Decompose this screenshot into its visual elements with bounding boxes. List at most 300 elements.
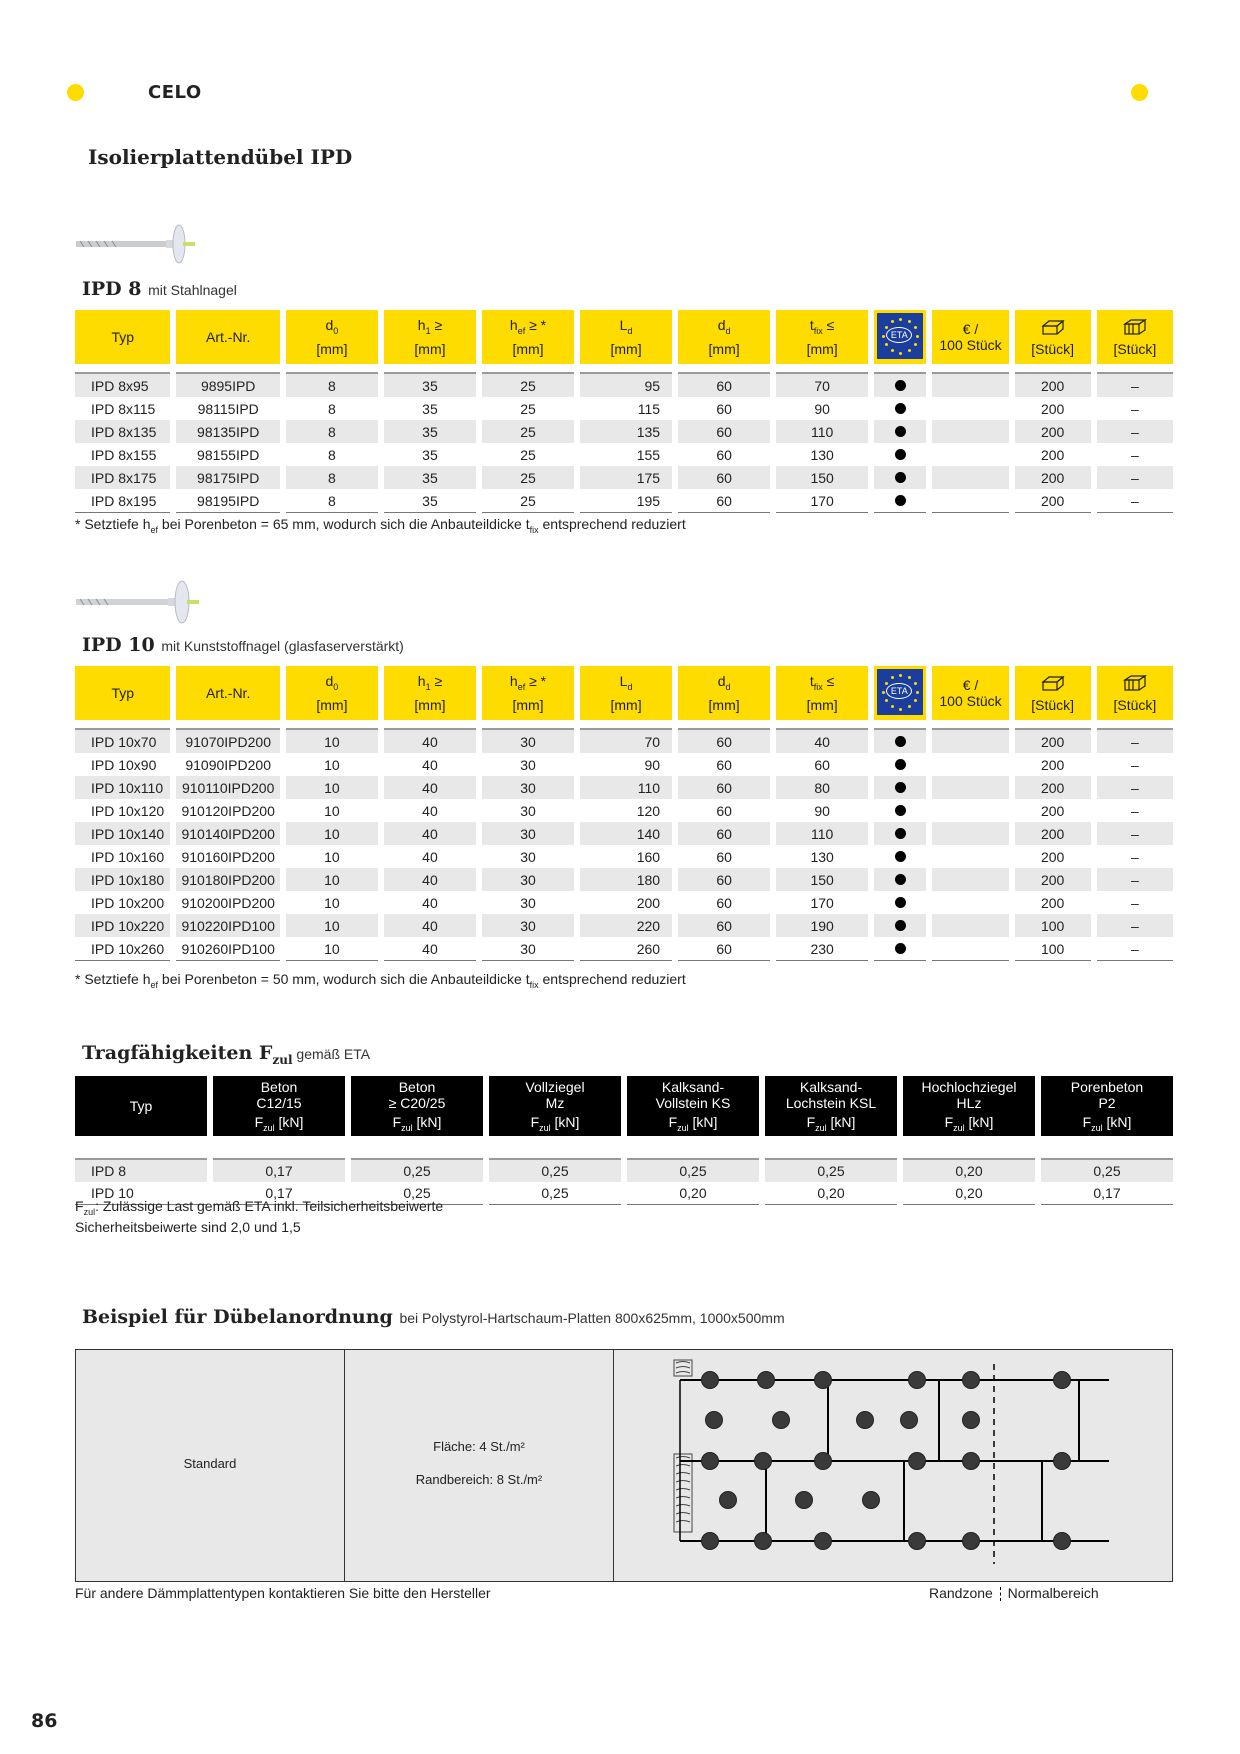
separator-cell — [776, 720, 868, 730]
table-cell: 10 — [286, 914, 378, 937]
table-cell: IPD 8x195 — [75, 489, 170, 513]
table-cell: 200 — [1015, 730, 1091, 753]
table-cell: 0,25 — [765, 1160, 897, 1182]
table-cell: 170 — [810, 894, 834, 911]
loads-title-suffix: gemäß ETA — [292, 1046, 371, 1062]
unit: [mm] — [610, 697, 642, 714]
price-label: € / — [962, 321, 979, 337]
carton-icon — [1123, 674, 1147, 692]
unit-sub — [677, 1123, 689, 1133]
col-symbol — [580, 317, 672, 336]
eta-mark-cell — [874, 397, 926, 420]
table-cell: 60 — [678, 776, 770, 799]
table-cell: 40 — [384, 822, 476, 845]
table-cell: IPD 10 — [75, 1182, 207, 1205]
col-material — [903, 1076, 1035, 1136]
symbol-sub: ef — [517, 325, 526, 336]
price-cell — [932, 891, 1008, 914]
note-text: * Setztiefe h — [75, 516, 151, 532]
table-cell: – — [1097, 937, 1173, 961]
eta-eu-icon: ETA — [877, 669, 923, 715]
col-d0 — [286, 666, 378, 720]
eta-mark-cell — [874, 845, 926, 868]
price-label — [932, 693, 1008, 709]
table-cell: 110 — [776, 822, 868, 845]
eta-approved-mark — [895, 851, 906, 862]
eta-mark-cell — [874, 489, 926, 513]
table-cell: 60 — [678, 937, 770, 961]
table-cell: 0,25 — [627, 1160, 759, 1182]
note-text: entsprechend reduziert — [538, 516, 686, 532]
table-cell: 155 — [636, 446, 661, 463]
col-unit — [1015, 697, 1091, 713]
separator-cell — [489, 1136, 621, 1160]
table-cell: 200 — [1015, 420, 1091, 443]
symbol: h — [509, 316, 518, 333]
table-cell: 60 — [678, 914, 770, 937]
eta-mark-cell — [874, 466, 926, 489]
table-cell: – — [1130, 848, 1139, 865]
table-cell: 60 — [678, 822, 770, 845]
table-cell: 150 — [776, 466, 868, 489]
unit-sub: zul — [539, 1122, 551, 1133]
col-unit — [1097, 341, 1173, 357]
table-row — [75, 914, 1173, 937]
icon-wrap — [1015, 318, 1091, 339]
table-cell: – — [1097, 374, 1173, 397]
separator-cell — [1097, 364, 1173, 374]
separator-cell — [678, 720, 770, 730]
price-label: € / — [962, 677, 979, 693]
material-line: Hochlochziegel — [921, 1079, 1017, 1096]
yellow-dot-right — [1131, 84, 1148, 101]
material-class — [627, 1095, 759, 1111]
table-cell: – — [1130, 802, 1139, 819]
ipd10-heading — [82, 634, 404, 656]
col-tfix — [776, 310, 868, 364]
col-price — [932, 310, 1008, 364]
table-cell: 25 — [482, 374, 574, 397]
table-cell: 35 — [422, 400, 438, 417]
price-cell — [932, 845, 1008, 868]
legend-divider — [1000, 1587, 1001, 1601]
brand-name: CELO — [148, 82, 202, 103]
material-line: HLz — [956, 1095, 982, 1112]
example-edge-value: Randbereich: 8 St./m² — [415, 1472, 543, 1487]
col-material — [489, 1076, 621, 1136]
material-line: Vollziegel — [525, 1079, 585, 1096]
symbol-sub: d — [627, 325, 633, 336]
separator-cell — [351, 1136, 483, 1160]
symbol-sub: fix — [813, 681, 823, 692]
table-row — [75, 891, 1173, 914]
unit: [mm] — [708, 341, 740, 358]
eta-approved-mark — [895, 805, 906, 816]
table-cell: 200 — [1015, 489, 1091, 513]
table-cell: 30 — [520, 756, 536, 773]
table-cell: – — [1097, 776, 1173, 799]
col-tfix — [776, 666, 868, 720]
ipd8-dowel-image — [76, 224, 201, 264]
col-label: Art.-Nr. — [206, 685, 251, 701]
symbol-sub: ef — [517, 681, 526, 692]
col-art — [176, 310, 279, 364]
table-cell: IPD 10x120 — [91, 802, 165, 819]
table-cell: 40 — [384, 730, 476, 753]
unit-sub: zul — [815, 1122, 827, 1133]
diagram-legend — [929, 1585, 1099, 1601]
col-unit — [286, 341, 378, 357]
eta-approved-mark — [895, 426, 906, 437]
price-cell — [932, 466, 1008, 489]
table-cell: IPD 8x115 — [91, 400, 156, 417]
table-cell: IPD 10x110 — [75, 776, 170, 799]
table-cell: 30 — [482, 914, 574, 937]
table-cell: 0,20 — [903, 1160, 1035, 1182]
price-cell — [932, 397, 1008, 420]
table-cell: 200 — [1040, 446, 1065, 463]
table-cell: 8 — [286, 374, 378, 397]
table-cell: IPD 10x180 — [75, 868, 170, 891]
eta-approved-mark — [895, 380, 906, 391]
unit: [mm] — [414, 341, 446, 358]
col-symbol — [286, 673, 378, 692]
col-symbol — [776, 317, 868, 336]
table-cell: 0,17 — [213, 1160, 345, 1182]
table-row — [75, 868, 1173, 891]
material-line: Beton — [398, 1079, 436, 1096]
col-unit — [213, 1114, 345, 1133]
unit: [kN] — [688, 1114, 718, 1131]
material-name — [489, 1079, 621, 1095]
table-cell: 0,20 — [765, 1182, 897, 1205]
note-text: : Zulässige Last gemäß ETA inkl. Teilsicherheitsbeiwerte — [95, 1198, 444, 1214]
table-row — [75, 397, 1173, 420]
table-cell: 30 — [482, 776, 574, 799]
eta-mark-cell — [874, 753, 926, 776]
table-cell: 200 — [1015, 374, 1091, 397]
table-cell: 40 — [384, 868, 476, 891]
unit-sub — [1091, 1123, 1103, 1133]
symbol-sub: d — [627, 681, 633, 692]
legend-normal-zone: Normalbereich — [1007, 1585, 1099, 1601]
table-cell: 25 — [482, 466, 574, 489]
header-row — [75, 666, 1173, 720]
table-cell: – — [1130, 894, 1139, 911]
table-row — [75, 443, 1173, 466]
symbol: h — [417, 316, 426, 333]
loads-table — [69, 1076, 1179, 1205]
table-cell: 8 — [286, 466, 378, 489]
unit: [kN] — [964, 1114, 994, 1131]
table-cell: 10 — [286, 776, 378, 799]
table-cell: 30 — [520, 802, 536, 819]
symbol: L — [619, 672, 628, 689]
table-cell: 120 — [636, 802, 661, 819]
symbol-sub: 1 — [425, 681, 431, 692]
separator-cell — [75, 720, 170, 730]
table-cell: 8 — [286, 420, 378, 443]
material-line: Lochstein KSL — [785, 1095, 877, 1112]
ipd10-subtitle: mit Kunststoffnagel (glasfaserverstärkt) — [161, 638, 404, 654]
col-typ — [75, 1076, 207, 1136]
separator-cell — [678, 364, 770, 374]
table-row — [75, 753, 1173, 776]
unit-sub — [539, 1123, 551, 1133]
eta-mark-cell — [874, 822, 926, 845]
table-row — [75, 937, 1173, 961]
table-cell: 8 — [328, 446, 336, 463]
table-cell: 150 — [776, 868, 868, 891]
col-material — [627, 1076, 759, 1136]
col-unit — [482, 341, 574, 357]
col-unit — [1041, 1114, 1173, 1133]
unit-sub — [815, 1123, 827, 1133]
table-cell: – — [1097, 466, 1173, 489]
table-cell: IPD 10x200 — [91, 894, 165, 911]
table-cell: IPD 8x155 — [91, 446, 157, 463]
unit: [kN] — [274, 1114, 304, 1131]
material-line: Vollstein KS — [655, 1095, 731, 1112]
separator-cell — [1097, 720, 1173, 730]
symbol-suffix: ≥ * — [525, 316, 547, 333]
symbol-subscript — [814, 681, 823, 691]
eta-eu-icon: ETA — [877, 313, 923, 359]
price-cell — [932, 420, 1008, 443]
symbol-subscript — [333, 681, 338, 691]
table-cell: 30 — [520, 894, 536, 911]
table-row — [75, 420, 1173, 443]
col-unit — [678, 697, 770, 713]
table-cell: 910220IPD100 — [176, 914, 279, 937]
table-cell: – — [1130, 756, 1139, 773]
material-line: Beton — [260, 1079, 298, 1096]
table-cell: 70 — [776, 374, 868, 397]
table-cell: 80 — [776, 776, 868, 799]
eta-approved-mark — [895, 759, 906, 770]
note-sub: zul — [83, 1206, 96, 1217]
eta-approved-mark — [895, 828, 906, 839]
price-label — [932, 321, 1008, 337]
col-symbol — [776, 673, 868, 692]
table-cell: 70 — [580, 730, 672, 753]
note-sub: ef — [150, 524, 159, 535]
unit-sub: zul — [263, 1122, 275, 1133]
col-d0 — [286, 310, 378, 364]
unit: [kN] — [826, 1114, 856, 1131]
symbol-suffix: ≥ — [430, 672, 443, 689]
table-cell: 200 — [1040, 894, 1065, 911]
table-row — [75, 466, 1173, 489]
price-label — [932, 337, 1008, 353]
symbol: d — [717, 672, 726, 689]
table-cell: IPD 8 — [75, 1160, 207, 1182]
table-cell: 40 — [422, 802, 438, 819]
table-cell: 60 — [716, 756, 732, 773]
price-cell — [932, 799, 1008, 822]
note-text: entsprechend reduziert — [538, 971, 686, 987]
table-cell: 40 — [422, 848, 438, 865]
col-unit — [678, 341, 770, 357]
unit: [Stück] — [1113, 696, 1157, 713]
separator-cell — [932, 720, 1008, 730]
example-heading — [82, 1306, 785, 1328]
eta-mark-cell — [874, 730, 926, 753]
material-class — [213, 1095, 345, 1111]
eta-approved-mark — [895, 897, 906, 908]
table-cell: – — [1097, 489, 1173, 513]
col-ld — [580, 310, 672, 364]
table-cell: 35 — [384, 489, 476, 513]
separator-cell — [1015, 720, 1091, 730]
table-cell: 8 — [328, 400, 336, 417]
table-cell: 95 — [580, 374, 672, 397]
package-icon — [1041, 318, 1065, 336]
table-cell: 110 — [776, 420, 868, 443]
table-cell: 10 — [324, 894, 340, 911]
material-line: Porenbeton — [1070, 1079, 1144, 1096]
table-row — [75, 776, 1173, 799]
col-package — [1015, 310, 1091, 364]
separator-cell — [580, 364, 672, 374]
table-cell: 90 — [644, 756, 661, 773]
table-cell: 200 — [1015, 466, 1091, 489]
eta-approved-mark — [895, 495, 906, 506]
material-name — [765, 1079, 897, 1095]
example-label-cell — [76, 1350, 345, 1581]
loads-heading — [82, 1042, 370, 1067]
col-unit — [1015, 341, 1091, 357]
symbol-subscript — [627, 325, 632, 335]
col-label: Typ — [111, 685, 135, 701]
table-cell: 190 — [776, 914, 868, 937]
unit: [Stück] — [1031, 696, 1075, 713]
symbol: h — [417, 672, 426, 689]
symbol-suffix: ≥ * — [525, 672, 547, 689]
table-cell: 9895IPD — [176, 374, 279, 397]
table-cell: 40 — [422, 756, 438, 773]
symbol-sub: 0 — [333, 681, 339, 692]
page-number: 86 — [31, 1710, 58, 1732]
separator-cell — [286, 364, 378, 374]
table-row — [75, 489, 1173, 513]
note-text: bei Porenbeton = 65 mm, wodurch sich die Anbauteildicke t — [158, 516, 530, 532]
table-cell: 0,25 — [351, 1160, 483, 1182]
table-cell: 60 — [814, 756, 830, 773]
price-cell — [932, 914, 1008, 937]
col-unit — [482, 697, 574, 713]
col-material — [351, 1076, 483, 1136]
ipd10-name: IPD 10 — [82, 634, 155, 656]
table-cell: 110 — [580, 776, 672, 799]
col-label: Art.-Nr. — [206, 329, 251, 345]
col-unit — [776, 341, 868, 357]
header-row — [75, 1076, 1173, 1136]
symbol: d — [717, 316, 726, 333]
table-cell: IPD 10x70 — [75, 730, 170, 753]
table-cell: 35 — [384, 374, 476, 397]
table-cell: – — [1097, 868, 1173, 891]
table-cell: IPD 10x220 — [75, 914, 170, 937]
separator-cell — [1041, 1136, 1173, 1160]
symbol-sub: 1 — [425, 325, 431, 336]
table-cell: 170 — [776, 489, 868, 513]
table-cell: 200 — [1015, 776, 1091, 799]
price-cell — [932, 489, 1008, 513]
table-cell: – — [1097, 420, 1173, 443]
table-cell: 40 — [384, 914, 476, 937]
dowel-arrangement-diagram — [614, 1350, 1172, 1581]
loads-title: Tragfähigkeiten F — [82, 1042, 273, 1064]
unit-sub — [401, 1123, 413, 1133]
example-layout-box — [75, 1349, 1173, 1582]
separator-cell — [874, 720, 926, 730]
table-cell: 60 — [716, 400, 732, 417]
table-cell: 115 — [637, 400, 661, 417]
example-footnote: Für andere Dämmplattentypen kontaktieren Sie bitte den Hersteller — [75, 1585, 491, 1601]
table-cell: 35 — [384, 420, 476, 443]
col-unit — [580, 697, 672, 713]
material-line: Kalksand- — [799, 1079, 863, 1096]
separator-cell — [75, 1136, 207, 1160]
table-cell: 0,25 — [1041, 1160, 1173, 1182]
unit: F — [254, 1114, 264, 1131]
symbol-suffix: ≥ — [430, 316, 443, 333]
table-cell: IPD 8x175 — [75, 466, 170, 489]
icon-wrap — [1097, 674, 1173, 695]
col-material — [213, 1076, 345, 1136]
unit: F — [668, 1114, 678, 1131]
separator-cell — [580, 720, 672, 730]
unit: [mm] — [708, 697, 740, 714]
table-cell: IPD 10x160 — [91, 848, 165, 865]
table-row — [75, 799, 1173, 822]
table-cell: 0,25 — [489, 1182, 621, 1205]
example-label: Standard — [183, 1456, 237, 1471]
table-cell: – — [1097, 914, 1173, 937]
table-cell: 30 — [482, 730, 574, 753]
unit: [mm] — [414, 697, 446, 714]
example-quantity-cell — [345, 1350, 614, 1581]
table-cell: 60 — [678, 374, 770, 397]
material-line: Kalksand- — [661, 1079, 725, 1096]
material-name — [627, 1079, 759, 1095]
table-cell: 195 — [580, 489, 672, 513]
table-cell: – — [1130, 400, 1139, 417]
col-unit — [286, 697, 378, 713]
icon-wrap — [1097, 318, 1173, 339]
symbol-sub: d — [725, 325, 731, 336]
symbol-subscript — [814, 325, 823, 335]
unit-sub: zul — [401, 1122, 413, 1133]
table-cell: IPD 8x95 — [75, 374, 170, 397]
table-cell: 8 — [286, 489, 378, 513]
col-typ — [75, 310, 170, 364]
price-cell — [932, 868, 1008, 891]
table-cell: 0,25 — [489, 1160, 621, 1182]
table-cell: 40 — [776, 730, 868, 753]
col-material — [765, 1076, 897, 1136]
table-cell: 910140IPD200 — [176, 822, 279, 845]
eta-mark-cell — [874, 776, 926, 799]
material-line: P2 — [1098, 1095, 1116, 1112]
col-symbol — [384, 673, 476, 692]
col-art — [176, 666, 279, 720]
page-title: Isolierplattendübel IPD — [88, 145, 353, 169]
table-cell: 60 — [678, 420, 770, 443]
table-cell: 98195IPD — [176, 489, 279, 513]
table-cell: 25 — [482, 489, 574, 513]
